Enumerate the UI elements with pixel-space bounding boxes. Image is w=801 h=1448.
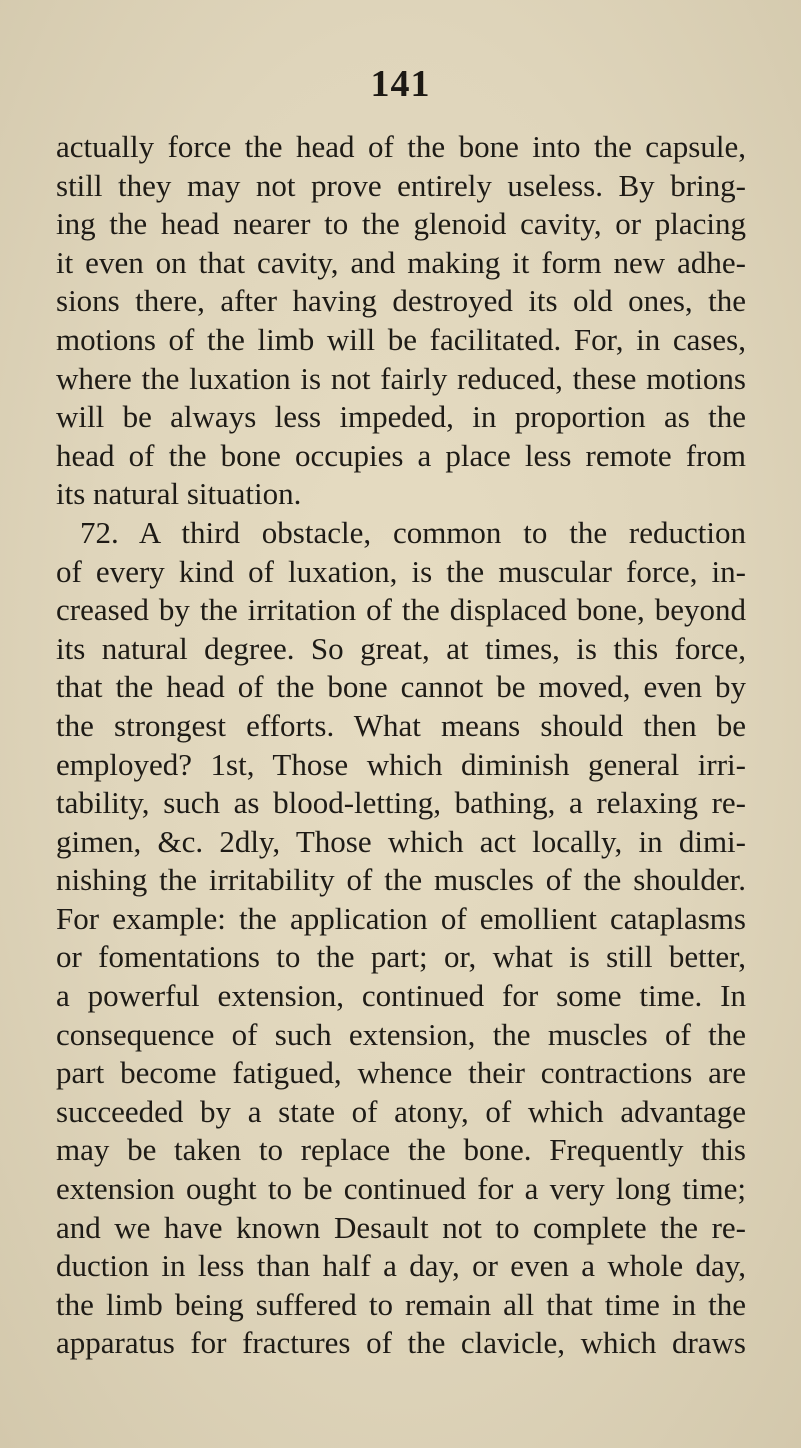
text-line: that the head of the bone cannot be moved, even by (56, 669, 746, 705)
text-line: ing the head nearer to the glenoid cavity, or placing (56, 206, 746, 242)
text-line: still they may not prove entirely useless. By bring- (56, 167, 746, 203)
text-line: a powerful extension, continued for some time. In (56, 978, 746, 1014)
text-line: actually force the head of the bone into the capsule, (56, 129, 746, 164)
text-line: creased by the irritation of the displaced bone, beyond (56, 592, 746, 628)
text-line: its natural degree. So great, at times, is this force, (56, 630, 746, 666)
text-line: nishing the irritability of the muscles of the shoulder. (56, 862, 746, 898)
text-line: of every kind of luxation, is the muscular force, in- (56, 553, 746, 589)
text-line: duction in less than half a day, or even a whole day, (56, 1248, 746, 1284)
text-line: and we have known Desault not to complete the re- (56, 1209, 746, 1245)
text-line: employed? 1st, Those which diminish general irri- (56, 746, 746, 782)
text-line: extension ought to be continued for a very long time; (56, 1171, 746, 1207)
text-line: For example: the application of emollient cataplasms (56, 900, 746, 936)
text-line: sions there, after having destroyed its old ones, the (56, 283, 746, 319)
text-line: motions of the limb will be facilitated. For, in cases, (56, 321, 746, 357)
text-line: the limb being suffered to remain all that time in the (56, 1286, 746, 1322)
text-line: it even on that cavity, and making it form new adhe- (56, 244, 746, 280)
text-line: may be taken to replace the bone. Frequently this (56, 1132, 746, 1168)
page-number: 141 (370, 63, 431, 105)
text-line: succeeded by a state of atony, of which advantage (56, 1093, 746, 1129)
text-line: will be always less impeded, in proportion as the (56, 399, 746, 435)
text-line: its natural situation. (56, 476, 302, 512)
text-line: tability, such as blood-letting, bathing, a relaxing re- (56, 785, 746, 821)
text-line: the strongest efforts. What means should then be (56, 707, 746, 743)
text-line: apparatus for fractures of the clavicle, which draws (56, 1325, 746, 1361)
text-line: gimen, &c. 2dly, Those which act locally, in dimi- (56, 823, 746, 859)
body-text (56, 128, 746, 1363)
text-line: head of the bone occupies a place less remote from (56, 437, 746, 473)
text-line: consequence of such extension, the muscles of the (56, 1016, 746, 1052)
text-line: part become fatigued, whence their contractions are (56, 1055, 746, 1091)
text-line: or fomentations to the part; or, what is still better, (56, 939, 746, 975)
text-line: where the luxation is not fairly reduced, these motions (56, 360, 746, 396)
paragraph-start-line: 72. A third obstacle, common to the reduction (80, 514, 746, 550)
